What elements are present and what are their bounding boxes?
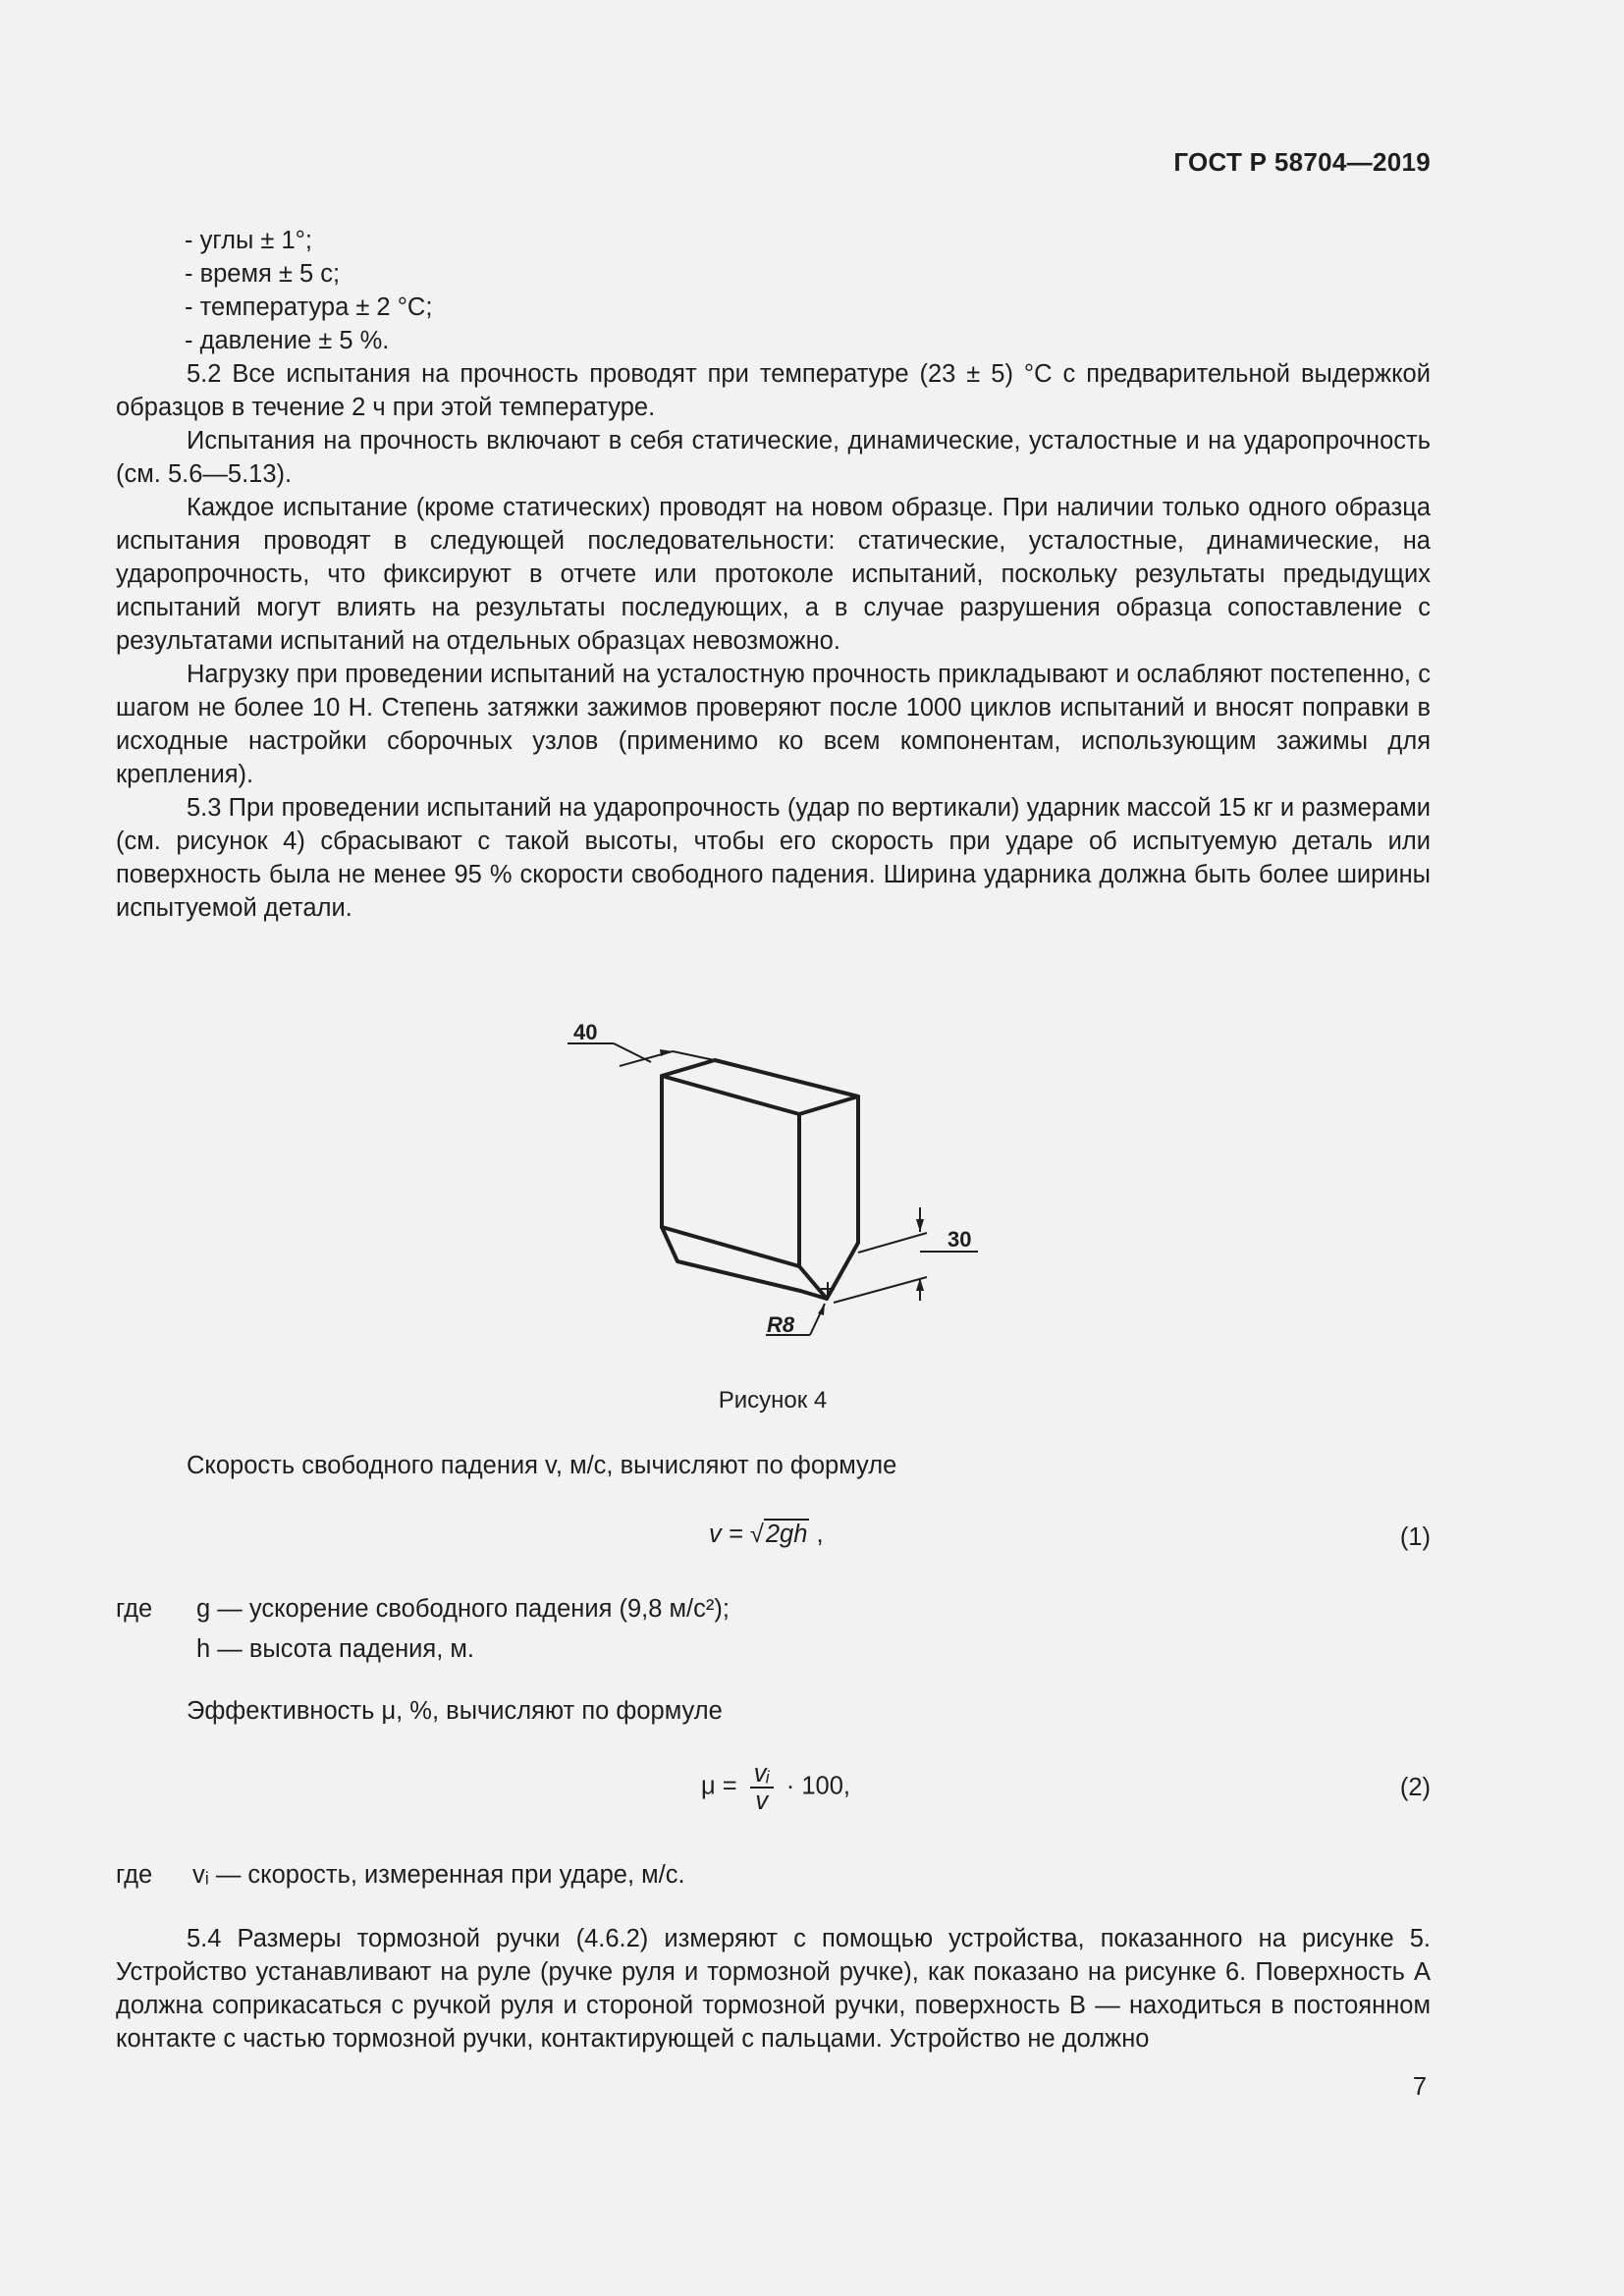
paragraph-test-order: Каждое испытание (кроме статических) проводят на новом образце. При наличии только одного образца испытания проводят в следующей последовательности: статические, усталостные, динамические, на ударопрочность, что фиксируют в отчете или протоколе испытаний, поскольку результаты предыдущих испытаний могут влиять на результаты последующих, а в случае разрушения образца сопоставление с результатами испытаний на отдельных образцах невозможно. xyxy=(116,494,1431,655)
list-item: - время ± 5 с; xyxy=(185,260,341,288)
paragraph-fatigue-load: Нагрузку при проведении испытаний на усталостную прочность прикладывают и ослабляют постепенно, с шагом не более 10 Н. Степень затяжки зажимов проверяют после 1000 циклов испытаний и вносят поправки в исходные настройки сборочных узлов (применимо ко всем компонентам, использующим зажимы для крепления). xyxy=(116,661,1431,788)
paragraph-5-3: 5.3 При проведении испытаний на ударопрочность (удар по вертикали) ударник массой 15 кг и размерами (см. рисунок 4) сбрасывают с такой высоты, чтобы его скорость при ударе об испытуемую деталь или поверхность была не менее 95 % скорости свободного падения. Ширина ударника должна быть более ширины испытуемой детали. xyxy=(116,794,1431,922)
radius-r8-label: R8 xyxy=(767,1312,795,1337)
fraction-denominator: v xyxy=(755,1788,769,1815)
fraction-numerator: vᵢ xyxy=(750,1761,774,1789)
page-number: 7 xyxy=(1412,2073,1427,2101)
figure-caption: Рисунок 4 xyxy=(718,1387,828,1414)
formula-2-tail: · 100, xyxy=(785,1772,851,1800)
tolerance-list xyxy=(116,224,1431,357)
list-item: - температура ± 2 °С; xyxy=(185,294,433,321)
formula-1-tail: , xyxy=(816,1521,824,1548)
dimension-40-label: 40 xyxy=(573,1020,598,1044)
dimension-30-label: 30 xyxy=(947,1227,972,1252)
formula-1-lhs: v = xyxy=(709,1521,743,1548)
list-item: - давление ± 5 %. xyxy=(185,327,390,354)
paragraph-strength-types: Испытания на прочность включают в себя статические, динамические, усталостные и на ударопрочность (см. 5.6—5.13). xyxy=(116,427,1431,488)
formula-1 xyxy=(709,1521,824,1549)
where-label: где xyxy=(116,1595,153,1623)
list-item: - углы ± 1°; xyxy=(185,227,312,254)
formula-2-number: (2) xyxy=(1399,1774,1431,1801)
formula-2 xyxy=(701,1761,850,1814)
definition-g: g — ускорение свободного падения (9,8 м/с²); xyxy=(196,1595,730,1623)
sqrt-sign: √ xyxy=(749,1521,764,1548)
body-text xyxy=(116,224,1431,925)
formula-1-radicand: 2gh xyxy=(765,1521,808,1548)
formula-1-number: (1) xyxy=(1399,1523,1431,1551)
impactor-figure xyxy=(550,1001,1001,1355)
formula-2-lhs: μ = xyxy=(701,1772,737,1800)
fraction xyxy=(750,1761,774,1814)
where-label: где xyxy=(116,1861,153,1889)
definition-h: h — высота падения, м. xyxy=(196,1635,475,1663)
definition-vi: vᵢ — скорость, измеренная при ударе, м/с. xyxy=(192,1861,685,1889)
formula-2-intro: Эффективность μ, %, вычисляют по формуле xyxy=(187,1697,723,1725)
formula-1-intro: Скорость свободного падения v, м/с, вычисляют по формуле xyxy=(187,1452,897,1479)
paragraph-5-4: 5.4 Размеры тормозной ручки (4.6.2) измеряют с помощью устройства, показанного на рисунке 5. Устройство устанавливают на руле (ручке руля и тормозной ручке), как показано на рисунке 6. Поверхность А должна соприкасаться с ручкой руля и стороной тормозной ручки, поверхность В — находиться в постоянном контакте с частью тормозной ручки, контактирующей с пальцами. Устройство не должно xyxy=(116,1925,1431,2053)
paragraph-5-2: 5.2 Все испытания на прочность проводят при температуре (23 ± 5) °С с предварительной выдержкой образцов в течение 2 ч при этой температуре. xyxy=(116,360,1431,421)
document-id-header: ГОСТ Р 58704—2019 xyxy=(1173,147,1431,177)
